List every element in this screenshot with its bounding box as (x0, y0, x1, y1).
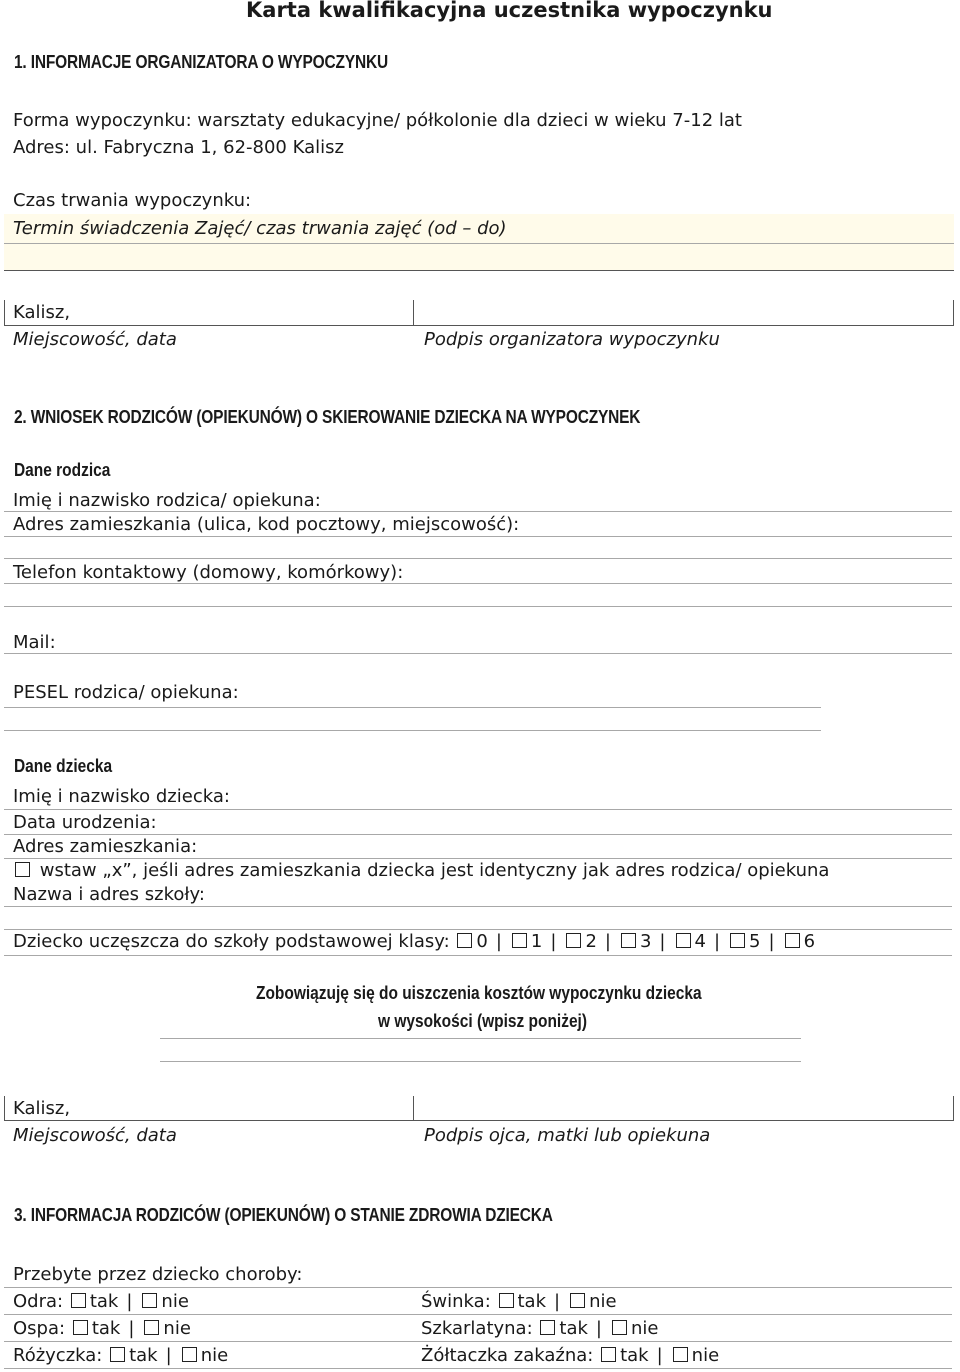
organizer-sign-caption: Podpis organizatora wypoczynku (424, 329, 720, 350)
school-line-1[interactable] (4, 906, 952, 907)
section-3-heading: 3. INFORMACJA RODZICÓW (OPIEKUNÓW) O STANIE ZDROWIA DZIECKA (14, 1205, 553, 1225)
no-label: nie (589, 1291, 617, 1312)
czas-trwania-label: Czas trwania wypoczynku: (13, 190, 252, 211)
zoltaczka-yes-checkbox[interactable] (601, 1347, 616, 1362)
class-6-label: 6 (803, 931, 816, 952)
signature-box-left-edge (4, 300, 5, 326)
parent-address-line-2[interactable] (4, 558, 952, 559)
signature-box-divider (413, 1096, 414, 1121)
disease-label: Różyczka: (13, 1345, 103, 1366)
disease-label: Ospa: (13, 1318, 66, 1339)
yes-label: tak (620, 1345, 649, 1366)
class-separator: | (768, 931, 775, 952)
class-0-label: 0 (476, 931, 488, 952)
no-label: nie (691, 1345, 720, 1366)
disease-row-rozyczka (13, 1345, 228, 1366)
diseases-row-line (4, 1314, 952, 1315)
signature-box-left-edge (4, 1096, 5, 1121)
class-separator: | (713, 931, 721, 952)
parent-phone-line-2[interactable] (4, 606, 952, 607)
yes-label: tak (517, 1291, 547, 1312)
class-separator: | (659, 931, 666, 952)
parent-pesel-line-2[interactable] (4, 730, 821, 731)
class-row (13, 931, 815, 952)
school-line-2[interactable] (4, 929, 952, 930)
odra-no-checkbox[interactable] (142, 1293, 157, 1308)
ospa-no-checkbox[interactable] (144, 1320, 159, 1335)
commit-amount-line-2[interactable] (160, 1061, 801, 1062)
no-label: nie (161, 1291, 189, 1312)
same-address-checkbox[interactable] (15, 862, 30, 877)
class-4-label: 4 (694, 931, 706, 952)
class-0-checkbox[interactable] (457, 933, 472, 948)
diseases-label: Przebyte przez dziecko choroby: (13, 1264, 303, 1285)
swinka-yes-checkbox[interactable] (499, 1293, 514, 1308)
child-address-label: Adres zamieszkania: (13, 836, 198, 857)
disease-row-ospa (13, 1318, 191, 1339)
child-address-line[interactable] (4, 858, 952, 859)
place-caption-2: Miejscowość, data (13, 1125, 177, 1146)
class-5-label: 5 (749, 931, 761, 952)
class-3-checkbox[interactable] (621, 933, 636, 948)
odra-yes-checkbox[interactable] (71, 1293, 86, 1308)
section-1-heading: 1. INFORMACJE ORGANIZATORA O WYPOCZYNKU (14, 52, 389, 72)
class-row-line (4, 955, 952, 956)
signature-line-2 (4, 1120, 954, 1121)
class-separator: | (550, 931, 557, 952)
parent-sign-caption: Podpis ojca, matki lub opiekuna (424, 1125, 711, 1146)
place-value-2: Kalisz, (13, 1098, 71, 1119)
parent-name-label: Imię i nazwisko rodzica/ opiekuna: (13, 490, 321, 511)
signature-box-divider (413, 300, 414, 326)
szkarlatyna-yes-checkbox[interactable] (540, 1320, 555, 1335)
parent-pesel-line-1[interactable] (4, 707, 821, 708)
disease-row-swinka (421, 1291, 617, 1312)
class-label: Dziecko uczęszcza do szkoły podstawowej klasy: (13, 931, 450, 952)
parent-pesel-label: PESEL rodzica/ opiekuna: (13, 682, 239, 703)
school-label: Nazwa i adres szkoły: (13, 884, 205, 905)
disease-row-odra (13, 1291, 189, 1312)
class-1-checkbox[interactable] (512, 933, 527, 948)
document-title: Karta kwalifikacyjna uczestnika wypoczynku (246, 0, 773, 22)
signature-line-1 (4, 325, 954, 326)
disease-label: Odra: (13, 1291, 64, 1312)
parent-mail-label: Mail: (13, 632, 56, 653)
same-address-text: wstaw „x”, jeśli adres zamieszkania dziecka jest identyczny jak adres rodzica/ opiekuna (39, 860, 830, 881)
place-value-1: Kalisz, (13, 302, 71, 323)
diseases-row-line (4, 1368, 952, 1369)
class-separator: | (495, 931, 502, 952)
option-separator: | (165, 1345, 172, 1366)
parent-phone-line-1[interactable] (4, 583, 952, 584)
szkarlatyna-no-checkbox[interactable] (612, 1320, 627, 1335)
no-label: nie (200, 1345, 229, 1366)
child-dob-line[interactable] (4, 834, 952, 835)
disease-row-szkarlatyna (421, 1318, 658, 1339)
child-dob-label: Data urodzenia: (13, 812, 157, 833)
disease-label: Świnka: (421, 1291, 491, 1312)
class-2-label: 2 (585, 931, 597, 952)
child-data-heading: Dane dziecka (14, 756, 113, 776)
forma-wypoczynku: Forma wypoczynku: warsztaty edukacyjne/ półkolonie dla dzieci w wieku 7-12 lat (13, 110, 742, 131)
parent-address-label: Adres zamieszkania (ulica, kod pocztowy, miejscowość): (13, 514, 520, 535)
termin-label: Termin świadczenia Zajęć/ czas trwania zajęć (od – do) (13, 218, 507, 239)
class-1-label: 1 (530, 931, 543, 952)
termin-bottom-line (4, 270, 954, 271)
yes-label: tak (129, 1345, 158, 1366)
parent-phone-label: Telefon kontaktowy (domowy, komórkowy): (13, 562, 404, 583)
disease-label: Szkarlatyna: (421, 1318, 533, 1339)
commit-line-2: w wysokości (wpisz poniżej) (378, 1011, 588, 1031)
parent-address-line-1[interactable] (4, 536, 952, 537)
no-label: nie (163, 1318, 191, 1339)
signature-box-right-edge (953, 300, 954, 326)
yes-label: tak (89, 1291, 119, 1312)
disease-label: Żółtaczka zakaźna: (421, 1345, 594, 1366)
child-name-line[interactable] (4, 809, 952, 810)
option-separator: | (656, 1345, 663, 1366)
disease-row-zoltaczka (421, 1345, 719, 1366)
no-label: nie (630, 1318, 659, 1339)
class-5-checkbox[interactable] (730, 933, 745, 948)
termin-input-field[interactable] (4, 244, 954, 270)
rozyczka-yes-checkbox[interactable] (110, 1347, 125, 1362)
rozyczka-no-checkbox[interactable] (182, 1347, 197, 1362)
signature-box-right-edge (953, 1096, 954, 1121)
commit-amount-line-1[interactable] (160, 1038, 801, 1039)
parent-data-heading: Dane rodzica (14, 460, 111, 480)
yes-label: tak (91, 1318, 121, 1339)
section-2-heading: 2. WNIOSEK RODZICÓW (OPIEKUNÓW) O SKIEROWANIE DZIECKA NA WYPOCZYNEK (14, 407, 641, 427)
adres-organizatora: Adres: ul. Fabryczna 1, 62-800 Kalisz (13, 137, 344, 158)
child-name-label: Imię i nazwisko dziecka: (13, 786, 230, 807)
place-caption-1: Miejscowość, data (13, 329, 177, 350)
diseases-row-line (4, 1341, 952, 1342)
parent-name-line[interactable] (4, 511, 952, 512)
option-separator: | (126, 1291, 133, 1312)
diseases-top-line (4, 1287, 952, 1288)
option-separator: | (554, 1291, 561, 1312)
yes-label: tak (559, 1318, 588, 1339)
same-address-row (13, 860, 829, 881)
option-separator: | (595, 1318, 602, 1339)
class-3-label: 3 (639, 931, 652, 952)
class-2-checkbox[interactable] (566, 933, 581, 948)
swinka-no-checkbox[interactable] (570, 1293, 585, 1308)
class-4-checkbox[interactable] (676, 933, 691, 948)
option-separator: | (128, 1318, 135, 1339)
parent-mail-line[interactable] (4, 653, 952, 654)
commit-line-1: Zobowiązuję się do uiszczenia kosztów wypoczynku dziecka (256, 983, 702, 1003)
class-separator: | (604, 931, 611, 952)
zoltaczka-no-checkbox[interactable] (673, 1347, 688, 1362)
class-6-checkbox[interactable] (785, 933, 800, 948)
ospa-yes-checkbox[interactable] (73, 1320, 88, 1335)
